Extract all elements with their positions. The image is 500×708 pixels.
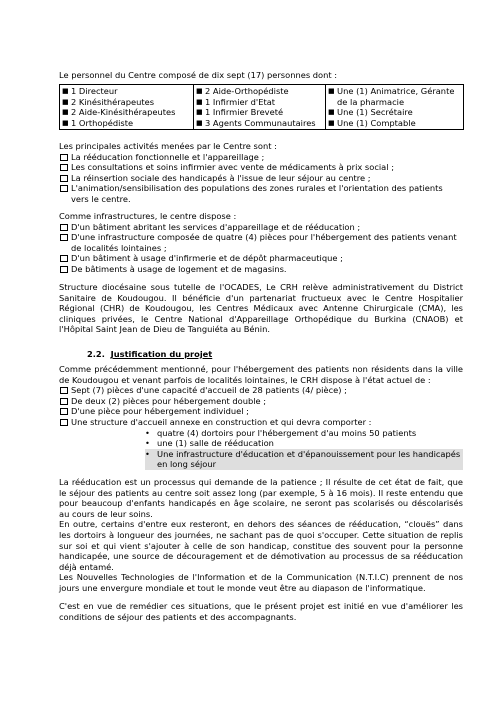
- staff-item: ■ 2 Aide-Orthopédiste: [196, 86, 289, 96]
- bullet-icon: •: [145, 448, 150, 459]
- square-bullet-icon: ■: [62, 97, 69, 106]
- staff-intro-text: Le personnel du Centre composé de dix sept (17) personnes dont :: [59, 70, 338, 80]
- checkbox-icon: [60, 419, 68, 426]
- staff-item: ■ 1 Infirmier Breveté: [196, 107, 284, 118]
- paragraph-outre: En outre, certains d'entre eux resteront, en dehors des séances de rééducation, “clouës” dans les dortoirs à longueur des journées, ne sachant pas de quoi s'occuper. Cette situation de replis sur soi et qui vient s'ajouter à celle de son handicap, constitue des souvent pour la personne handicapée, une source de découragement et de démotivation au processus de sa rééducation déjà entamé.: [59, 519, 463, 572]
- infrastructure-intro: Comme infrastructures, le centre dispose :: [59, 211, 237, 221]
- section-heading: [59, 349, 491, 360]
- square-bullet-icon: ■: [196, 118, 203, 127]
- section-title: Justification du projet: [110, 349, 213, 359]
- checkbox-icon: [60, 234, 68, 241]
- annex-sub-item: • une (1) salle de rééducation: [145, 438, 274, 449]
- justification-section: [59, 364, 463, 470]
- staff-intro: [59, 70, 463, 81]
- checkbox-icon: [60, 164, 68, 171]
- staff-table-wrap: [59, 84, 463, 130]
- structure-paragraph: Structure diocésaine sous tutelle de l'OCADES, Le CRH relève administrativement du District Sanitaire de Koudougou. Il bénéficie d'un partenariat fructueux avec le Centre Hospitalier Régional (CHR) de Koudougou, les Centres Médicaux avec Antenne Chirurgicale (CMA), les cliniques privées, le Centre National d'Appareillage Orthopédique du Burkina (CNAOB) et l'Hôpital Saint Jean de Dieu de Tanguiéta au Bénin.: [59, 282, 463, 335]
- staff-item: ■ 3 Agents Communautaires: [196, 117, 316, 128]
- staff-item: ■ 1 Directeur: [62, 86, 118, 96]
- justification-item: D'une pièce pour hébergement individuel ;: [59, 406, 463, 417]
- checkbox-icon: [60, 224, 68, 231]
- paragraph-ntic: Les Nouvelles Technologies de l'Information et de la Communication (N.T.I.C) prennent de nos jours une envergure mondiale et tout le monde veut être au diapason de l'informatique.: [59, 572, 463, 593]
- infrastructure-item: D'un bâtiment à usage d'infirmerie et de dépôt pharmaceutique ;: [59, 253, 463, 264]
- annex-sub-item: • quatre (4) dortoirs pour l'hébergement d'au moins 50 patients: [145, 427, 417, 438]
- checkbox-icon: [60, 398, 68, 405]
- staff-item: ■ 2 Kinésithérapeutes: [62, 96, 155, 107]
- staff-column-2: [194, 85, 326, 130]
- infrastructure-item: De bâtiments à usage de logement et de magasins.: [59, 264, 463, 275]
- staff-item: ■ Une (1) Animatrice, Gérante de la pharmacie: [328, 86, 455, 107]
- closing-paragraph: C'est en vue de remédier ces situations, que le présent projet est initié en vue d'améliorer les conditions de séjour des patients et des accompagnants.: [59, 601, 463, 622]
- square-bullet-icon: ■: [328, 108, 335, 117]
- bullet-icon: •: [145, 438, 150, 449]
- staff-table-row: [60, 85, 464, 130]
- body-paragraphs: [59, 477, 463, 594]
- checkbox-icon: [60, 255, 68, 262]
- justification-item: Sept (7) pièces d'une capacité d'accueil de 28 patients (4/ pièce) ;: [59, 385, 463, 396]
- bullet-icon: •: [145, 427, 150, 438]
- square-bullet-icon: ■: [196, 108, 203, 117]
- activities-intro: Les principales activités menées par le Centre sont :: [59, 141, 277, 151]
- checkbox-icon: [60, 154, 68, 161]
- square-bullet-icon: ■: [62, 118, 69, 127]
- staff-column-3: [326, 85, 464, 130]
- staff-item: ■ 2 Aide-Kinésithérapeutes: [62, 107, 176, 118]
- staff-item: ■ Une (1) Comptable: [328, 117, 416, 128]
- staff-table: [59, 84, 464, 130]
- infrastructure-item: D'un bâtiment abritant les services d'appareillage et de rééducation ;: [59, 222, 463, 233]
- staff-column-1: [60, 85, 194, 130]
- checkbox-icon: [60, 408, 68, 415]
- activity-item: Les consultations et soins infirmier avec vente de médicaments à prix social ;: [59, 162, 463, 173]
- staff-item: ■ 1 Orthopédiste: [62, 117, 134, 128]
- staff-item: ■ Une (1) Secrétaire: [328, 107, 413, 118]
- checkbox-icon: [60, 175, 68, 182]
- checkbox-icon: [60, 185, 68, 192]
- infrastructure-item: D'une infrastructure composée de quatre (4) pièces pour l'hébergement des patients venant de localités lointaines ;: [59, 232, 463, 253]
- infrastructure-section: [59, 211, 463, 275]
- staff-item: ■ 1 Infirmier d'Etat: [196, 96, 276, 107]
- paragraph-reeducation: La rééducation est un processus qui demande de la patience ; Il résulte de cet état de fait, que le séjour des patients au centre soit assez long (par exemple, 5 à 16 mois). Il reste entendu que pour beaucoup d'enfants handicapés en âge scolaire, ne seront pas scolarisés ou déscolarisés au cours de leur soins.: [59, 477, 463, 519]
- activity-item: L'animation/sensibilisation des populations des zones rurales et l'orientation des patients vers le centre.: [59, 183, 463, 204]
- section-number: 2.2.: [87, 349, 105, 359]
- square-bullet-icon: ■: [196, 97, 203, 106]
- activity-item: La réinsertion sociale des handicapés à l'issue de leur séjour au centre ;: [59, 173, 463, 184]
- activities-section: [59, 141, 463, 205]
- square-bullet-icon: ■: [328, 87, 335, 95]
- justification-item: Une structure d'accueil annexe en construction et qui devra comporter :: [59, 417, 463, 428]
- square-bullet-icon: ■: [62, 87, 69, 95]
- square-bullet-icon: ■: [62, 108, 69, 117]
- square-bullet-icon: ■: [196, 87, 203, 95]
- checkbox-icon: [60, 266, 68, 273]
- annex-sub-item-highlighted: • Une infrastructure d'éducation et d'épanouissement pour les handicapés en long séjour: [145, 449, 463, 470]
- justification-item: De deux (2) pièces pour hébergement double ;: [59, 396, 463, 407]
- checkbox-icon: [60, 387, 68, 394]
- square-bullet-icon: ■: [328, 118, 335, 127]
- activity-item: La rééducation fonctionnelle et l'appareillage ;: [59, 152, 463, 163]
- justification-intro: Comme précédemment mentionné, pour l'hébergement des patients non résidents dans la ville de Koudougou et venant parfois de localités lointaines, le CRH dispose à l'état actuel de :: [59, 364, 463, 385]
